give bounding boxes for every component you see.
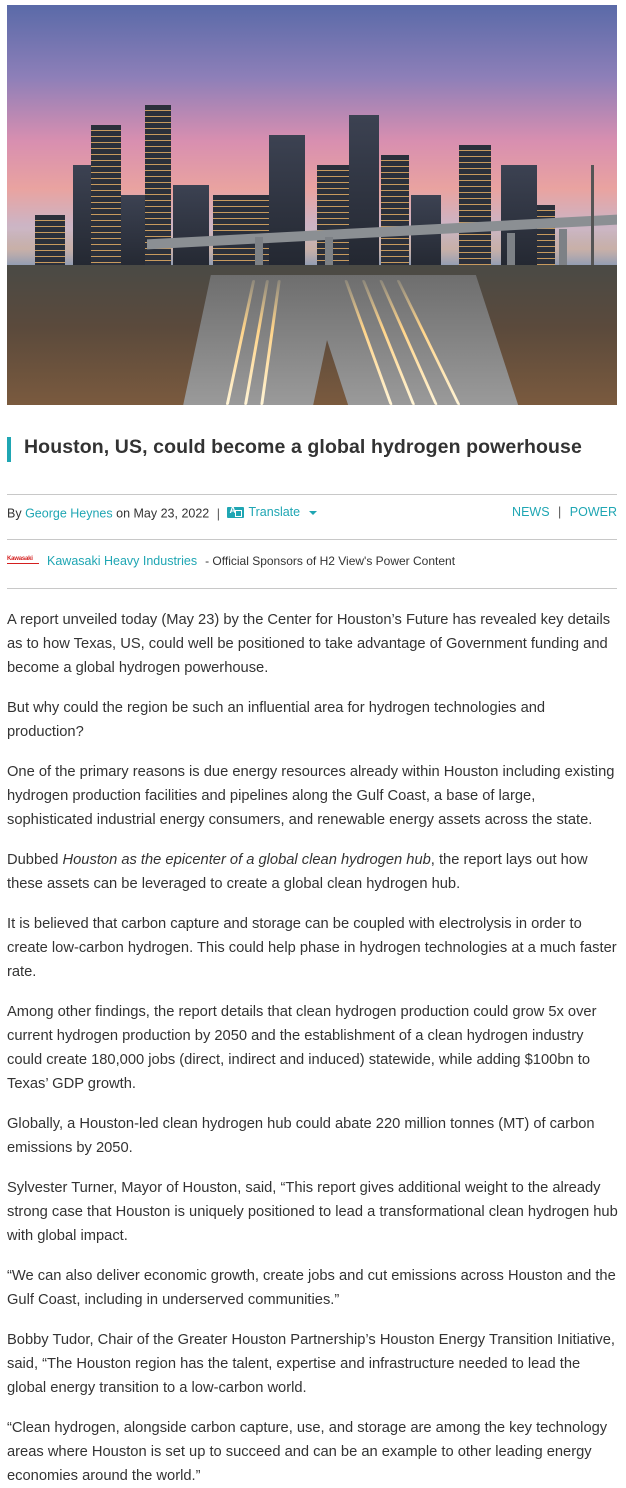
kawasaki-logo[interactable]: Kawasaki [7, 556, 39, 566]
paragraph: “Clean hydrogen, alongside carbon capture, use, and storage are among the key technology areas where Houston is set up to succeed and can be an example to other leading energy economies around the world.” [7, 1420, 608, 1484]
author-link[interactable]: George Heynes [25, 506, 113, 521]
paragraph: Sylvester Turner, Mayor of Houston, said, “This report gives additional weight to the already strong case that Houston is uniquely positioned to lead a transformational clean hydrogen hub with global impact. [7, 1180, 618, 1244]
sponsor-text: - Official Sponsors of H2 View's Power Content [205, 554, 456, 568]
publish-date: on May 23, 2022 [116, 506, 210, 521]
byline-separator: | [216, 506, 220, 521]
article-title: Houston, US, could become a global hydrogen powerhouse [24, 436, 582, 458]
report-title: Houston as the epicenter of a global clean hydrogen hub [62, 852, 431, 868]
hero-image [7, 5, 617, 405]
paragraph: Among other findings, the report details that clean hydrogen production could grow 5x over current hydrogen production by 2050 and the establishment of a clean hydrogen industry could create 180,000 jobs (direct, indirect and induced) statewide, while adding $100bn to Texas’ GDP growth. [7, 1004, 597, 1092]
byline-by: By [7, 506, 22, 521]
category-power-link[interactable]: POWER [569, 505, 617, 519]
sponsor-line [7, 554, 455, 568]
translate-button[interactable] [227, 505, 317, 519]
paragraph: Globally, a Houston-led clean hydrogen hub could abate 220 million tonnes (MT) of carbon emissions by 2050. [7, 1116, 595, 1156]
divider [7, 588, 617, 589]
paragraph: It is believed that carbon capture and storage can be coupled with electrolysis in order to create low-carbon hydrogen. This could help phase in hydrogen technologies at a much faster rate. [7, 916, 617, 980]
paragraph: “We can also deliver economic growth, create jobs and cut emissions across Houston and the Gulf Coast, including in underserved communities.” [7, 1268, 616, 1308]
chevron-down-icon [309, 511, 317, 515]
category-links [512, 505, 617, 519]
paragraph: A report unveiled today (May 23) by the Center for Houston’s Future has revealed key details as to how Texas, US, could well be positioned to take advantage of Government funding and become a global hydrogen powerhouse. [7, 612, 611, 676]
title-accent-bar [7, 437, 11, 462]
paragraph: Dubbed Houston as the epicenter of a global clean hydrogen hub, the report lays out how these assets can be leveraged to create a global clean hydrogen hub. [7, 852, 588, 892]
sponsor-link[interactable]: Kawasaki Heavy Industries [47, 554, 198, 568]
category-separator: | [558, 505, 562, 519]
category-news-link[interactable]: NEWS [512, 505, 550, 519]
paragraph: One of the primary reasons is due energy resources already within Houston including existing hydrogen production facilities and pipelines along the Gulf Coast, a base of large, sophisticated industrial energy consumers, and renewable energy assets across the state. [7, 764, 615, 828]
paragraph: But why could the region be such an influential area for hydrogen technologies and production? [7, 700, 546, 740]
translate-icon [227, 507, 244, 518]
divider [7, 494, 617, 495]
byline [7, 505, 317, 521]
divider [7, 539, 617, 540]
paragraph: Bobby Tudor, Chair of the Greater Houston Partnership’s Houston Energy Transition Initiative, said, “The Houston region has the talent, expertise and infrastructure needed to lead the global energy transition to a low-carbon world. [7, 1332, 615, 1396]
translate-label: Translate [248, 505, 301, 519]
article-body [7, 608, 619, 1488]
